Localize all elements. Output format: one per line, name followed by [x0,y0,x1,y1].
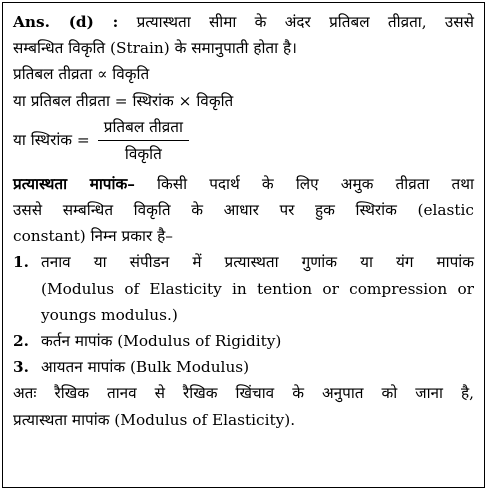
item-text [41,354,474,380]
item-text [41,249,474,328]
list-item [13,328,474,354]
item-text [41,328,474,354]
answer-box [2,2,485,488]
ratio-numerator: प्रतिबल तीव्रता [98,116,189,141]
product-relation: या प्रतिबल तीव्रता = स्थिरांक × विकृति [13,91,234,110]
item-line: तनाव या संपीडन में प्रत्यास्थता गुणांक या यंग मापांक [41,253,474,272]
item-line: कर्तन मापांक (Modulus of Rigidity) [41,332,282,351]
proportionality-relation: प्रतिबल तीव्रता ∝ विकृति [13,65,150,84]
definition-line-3: constant) निम्न प्रकार है– [13,227,173,246]
answer-text-1: प्रत्यास्थता सीमा के अंदर प्रतिबल तीव्रता, उससे [136,13,474,31]
list-item [13,354,474,380]
list-item [13,249,474,328]
answer-label: Ans. (d) : [13,13,119,31]
definition-text-1: किसी पदार्थ के लिए अमुक तीव्रता तथा [157,174,474,193]
item-number: 3. [13,358,29,377]
item-line: youngs modulus.) [41,305,178,324]
definition-term: प्रत्यास्थता मापांक– [13,174,135,193]
ratio-fraction [98,116,189,165]
ratio-lhs: या स्थिरांक = [13,131,90,150]
conclusion-line-2: प्रत्यास्थता मापांक (Modulus of Elasticity). [13,410,296,429]
answer-line-1 [13,9,474,35]
answer-line-2: सम्बन्धित विकृति (Strain) के समानुपाती होता है। [13,39,297,58]
item-line: (Modulus of Elasticity in tention or compression or [41,279,474,298]
item-line: आयतन मापांक (Bulk Modulus) [41,358,250,377]
conclusion-line-1: अतः रैखिक तानव से रैखिक खिंचाव के अनुपात को जाना है, [13,384,474,403]
item-number: 2. [13,332,29,351]
ratio-equation [13,116,474,165]
ratio-denominator: विकृति [124,144,162,163]
item-number: 1. [13,253,29,272]
definition-line-2: उससे सम्बन्धित विकृति के आधार पर हुक स्थिरांक (elastic [13,201,474,220]
definition-line-1 [13,171,474,197]
